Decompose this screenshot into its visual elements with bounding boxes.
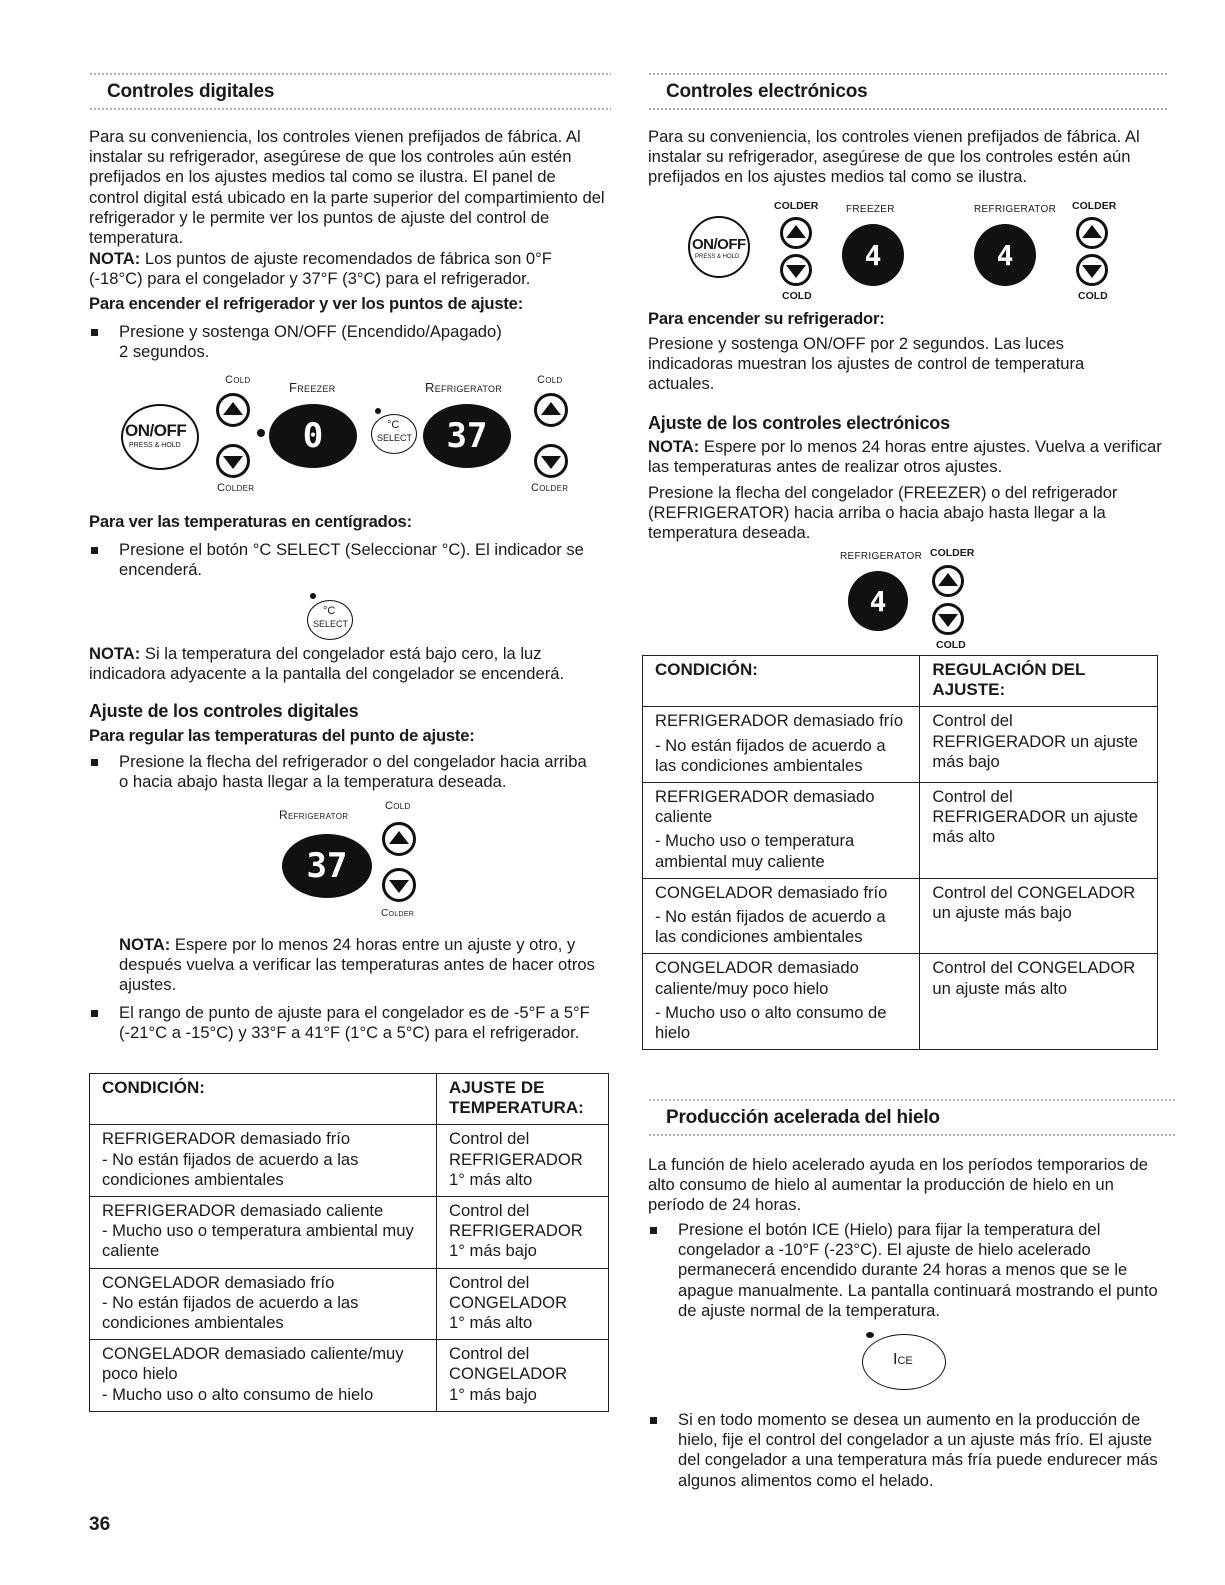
refrigerator-down-arrow-button[interactable] — [534, 444, 568, 478]
bullet-text: Si en todo momento se desea un aumento en la producción de hielo, fije el control del congelador a un ajuste más frío. El ajuste del congelador a una temperatura más fría puede endurecer más algunos alimentos como el helado. — [678, 1410, 1158, 1490]
nota-text: Espere por lo menos 24 horas entre un ajuste y otro, y después vuelva a verificar las temperaturas antes de hacer otros ajustes. — [119, 935, 595, 995]
dotted-rule — [648, 1098, 1176, 1103]
up-arrow-icon — [541, 402, 561, 415]
condition-cell — [90, 1197, 437, 1269]
condition-detail: - No están fijados de acuerdo a las condiciones ambientales — [102, 1149, 359, 1189]
condition-cell — [90, 1268, 437, 1340]
condition-title: CONGELADOR demasiado caliente/muy poco hielo — [102, 1344, 404, 1384]
dotted-rule — [648, 1133, 1176, 1138]
up-arrow-icon — [223, 402, 243, 415]
bullet-text: Presione el botón ICE (Hielo) para fijar la temperatura del congelador a -10°F (-23°C). El ajuste de hielo acelerado permanecerá encendido durante 24 horas a menos que se le apague manualmente. La pantalla continuará mostrando el punto de ajuste normal de la temperatura. — [678, 1220, 1158, 1320]
adjustment-line: Control del — [449, 1201, 530, 1221]
condition-detail: - No están fijados de acuerdo a las condiciones ambientales — [102, 1292, 359, 1333]
subheading: Para ver las temperaturas en centígrados: — [89, 512, 412, 531]
temperature-adjustment-table — [89, 1073, 609, 1412]
condition-title: CONGELADOR demasiado frío — [655, 882, 888, 902]
adjustment-line: 1° más alto — [449, 1313, 533, 1333]
refrigerator-control-panel — [279, 798, 429, 928]
table-row — [643, 954, 1158, 1050]
table-row — [643, 783, 1158, 879]
down-arrow-icon — [938, 614, 958, 627]
nota-label: NOTA: — [89, 644, 141, 663]
celsius-symbol: °C — [387, 419, 400, 431]
condition-title: REFRIGERADOR demasiado caliente — [655, 787, 875, 827]
refrigerator-up-arrow-button[interactable] — [382, 822, 416, 856]
adjustment-line: REFRIGERADOR — [449, 1221, 583, 1241]
condition-detail: - Mucho uso o alto consumo de hielo — [655, 1002, 887, 1043]
table-row — [643, 878, 1158, 954]
nota-text: Espere por lo menos 24 horas entre ajustes. Vuelva a verificar las temperaturas antes de realizar otros ajustes. — [648, 437, 1162, 477]
paragraph: Presione la flecha del congelador (FREEZER) o del refrigerador (REFRIGERATOR) hacia arriba o hacia abajo hasta llegar a la temperatura deseada. — [648, 483, 1118, 543]
bullet-icon — [91, 547, 98, 554]
ice-button[interactable] — [862, 1334, 946, 1390]
table-row — [90, 1268, 609, 1340]
colder-label: COLDER — [1072, 200, 1117, 212]
up-arrow-icon — [938, 573, 958, 586]
adjustment-cell — [437, 1268, 609, 1340]
nota-text: Los puntos de ajuste recomendados de fábrica son 0°F (-18°C) para el congelador y 37°F (3°C) para el refrigerador. — [89, 249, 552, 289]
refrigerator-up-arrow-button[interactable] — [932, 565, 964, 597]
section-subtitle: Ajuste de los controles electrónicos — [648, 413, 950, 433]
adjustment-header: AJUSTE DE TEMPERATURA: — [437, 1074, 609, 1125]
paragraph: Presione y sostenga ON/OFF por 2 segundos. Las luces indicadoras muestran los ajustes de control de temperatura actuales. — [648, 334, 1085, 394]
colder-label: Colder — [217, 482, 255, 494]
bullet-text: El rango de punto de ajuste para el congelador es de -5°F a 5°F (-21°C a -15°C) y 33°F a 41°F (1°C a 5°C) para el refrigerador. — [119, 1003, 590, 1043]
page-number: 36 — [89, 1514, 111, 1535]
condition-detail: - Mucho uso o temperatura ambiental muy caliente — [655, 831, 855, 871]
c-select-indicator-light — [310, 593, 316, 599]
ice-production-header — [648, 1098, 1176, 1138]
down-arrow-icon — [389, 880, 409, 893]
cold-label: Cold — [385, 800, 411, 812]
c-select-button[interactable] — [371, 414, 417, 454]
on-off-button[interactable] — [688, 216, 750, 278]
nota-paragraph — [89, 644, 609, 684]
regulation-cell: Control del CONGELADOR un ajuste más alto — [920, 954, 1158, 1050]
electronic-control-panel — [688, 194, 1158, 306]
refrigerator-label: REFRIGERATOR — [840, 551, 923, 562]
section-subtitle: Ajuste de los controles digitales — [89, 701, 359, 721]
dotted-rule — [89, 72, 611, 77]
section-title: Controles digitales — [107, 81, 275, 102]
up-arrow-icon — [389, 831, 409, 844]
bullet-icon — [650, 1417, 657, 1424]
nota-paragraph — [648, 437, 1164, 477]
celsius-symbol: °C — [323, 605, 336, 617]
adjustment-line: Control del — [449, 1129, 530, 1149]
select-label: SELECT — [377, 433, 413, 443]
nota-paragraph — [119, 935, 605, 996]
freezer-up-arrow-button[interactable] — [216, 393, 250, 427]
subheading: Para encender el refrigerador y ver los puntos de ajuste: — [89, 294, 524, 313]
ice-intro-paragraph: La función de hielo acelerado ayuda en los períodos temporarios de alto consumo de hielo al aumentar la producción de hielo en un período de 24 horas. — [648, 1155, 1148, 1215]
on-off-label: ON/OFF — [692, 236, 746, 253]
freezer-label: Freezer — [289, 380, 336, 395]
adjustment-line: 1° más bajo — [449, 1241, 537, 1261]
condition-title: REFRIGERADOR demasiado frío — [102, 1129, 351, 1149]
condition-title: REFRIGERADOR demasiado caliente — [102, 1201, 384, 1221]
c-select-indicator-light — [375, 408, 381, 414]
colder-label: Colder — [531, 482, 569, 494]
subheading: Para regular las temperaturas del punto de ajuste: — [89, 726, 475, 745]
ice-label: Ice — [893, 1351, 913, 1368]
adjustment-line: Control del — [449, 1272, 530, 1292]
bullet-icon — [91, 759, 98, 766]
condition-cell — [90, 1125, 437, 1197]
c-select-button[interactable] — [307, 600, 353, 640]
down-arrow-icon — [1082, 265, 1102, 278]
cold-label: COLD — [1078, 290, 1108, 302]
dotted-rule — [648, 72, 1168, 77]
bullet-icon — [650, 1227, 657, 1234]
condition-header: CONDICIÓN: — [643, 656, 920, 707]
digital-control-panel — [89, 370, 609, 500]
cold-label: Cold — [225, 374, 251, 386]
freezer-down-arrow-button[interactable] — [780, 254, 812, 286]
refrigerator-label: Refrigerator — [425, 380, 503, 395]
regulation-cell: Control del REFRIGERADOR un ajuste más bajo — [920, 707, 1158, 783]
on-off-label: ON/OFF — [125, 421, 187, 440]
select-label: SELECT — [313, 619, 349, 629]
refrigerator-label: REFRIGERATOR — [974, 204, 1057, 215]
dotted-rule — [648, 107, 1168, 112]
cold-label: Cold — [537, 374, 563, 386]
condition-title: CONGELADOR demasiado caliente/muy poco hielo — [655, 958, 859, 998]
section-title: Controles electrónicos — [666, 81, 868, 102]
refrigerator-display: 37 — [282, 834, 372, 898]
refrigerator-up-arrow-button[interactable] — [534, 393, 568, 427]
intro-paragraph: Para su conveniencia, los controles vienen prefijados de fábrica. Al instalar su refrigerador, asegúrese de que los controles aún estén prefijados en los ajustes medios tal como se ilustra. El panel de control digital está ubicado en la parte superior del compartimiento del refrigerador y le permite ver los puntos de ajuste del control de temperatura. — [89, 127, 605, 248]
press-hold-label: PRESS & HOLD — [129, 442, 181, 449]
condition-detail: - Mucho uso o alto consumo de hielo — [102, 1384, 374, 1404]
table-header-row — [90, 1074, 609, 1125]
bullet-text: Presione y sostenga ON/OFF (Encendido/Apagado) 2 segundos. — [119, 322, 502, 362]
freezer-display: 0 — [269, 404, 357, 468]
table-row — [643, 707, 1158, 783]
adjustment-line: CONGELADOR — [449, 1364, 568, 1384]
condition-cell — [643, 783, 920, 879]
down-arrow-icon — [223, 456, 243, 469]
cold-label: COLD — [936, 639, 966, 651]
ice-button-illustration — [852, 1328, 956, 1396]
freezer-label: FREEZER — [846, 204, 895, 215]
table-header-row — [643, 656, 1158, 707]
regulation-cell: Control del CONGELADOR un ajuste más bajo — [920, 878, 1158, 954]
press-hold-label: PRESS & HOLD — [695, 254, 740, 260]
freezer-display: 4 — [842, 224, 904, 286]
subheading: Para encender su refrigerador: — [648, 309, 885, 328]
refrigerator-down-arrow-button[interactable] — [1076, 254, 1108, 286]
refrigerator-display: 4 — [848, 571, 908, 631]
up-arrow-icon — [786, 225, 806, 238]
colder-label: COLDER — [774, 200, 819, 212]
table-row — [90, 1197, 609, 1269]
condition-title: CONGELADOR demasiado frío — [102, 1272, 335, 1292]
adjustment-line: 1° más bajo — [449, 1384, 537, 1404]
adjustment-cell — [437, 1197, 609, 1269]
dotted-rule — [89, 107, 611, 112]
bullet-icon — [91, 329, 98, 336]
down-arrow-icon — [786, 265, 806, 278]
bullet-icon — [91, 1010, 98, 1017]
nota-label: NOTA: — [89, 249, 141, 268]
condition-cell — [643, 707, 920, 783]
bullet-text: Presione el botón °C SELECT (Seleccionar °C). El indicador se encenderá. — [119, 540, 584, 580]
refrigerator-up-arrow-button[interactable] — [1076, 217, 1108, 249]
freezer-up-arrow-button[interactable] — [780, 217, 812, 249]
freezer-down-arrow-button[interactable] — [216, 444, 250, 478]
condition-cell — [90, 1340, 437, 1412]
condition-title: REFRIGERADOR demasiado frío — [655, 711, 904, 731]
condition-cell — [643, 954, 920, 1050]
condition-cell — [643, 878, 920, 954]
regulation-cell: Control del REFRIGERADOR un ajuste más alto — [920, 783, 1158, 879]
refrigerator-display: 4 — [974, 224, 1036, 286]
adjustment-cell — [437, 1125, 609, 1197]
electronic-controls-header — [648, 72, 1168, 112]
freezer-indicator-light — [257, 429, 265, 437]
refrigerator-down-arrow-button[interactable] — [932, 603, 964, 635]
adjustment-line: CONGELADOR — [449, 1292, 568, 1312]
regulation-header: REGULACIÓN DEL AJUSTE: — [920, 656, 1158, 707]
table-row — [90, 1125, 609, 1197]
ice-indicator-light — [866, 1332, 874, 1338]
colder-label: Colder — [381, 908, 415, 919]
bullet-text: Presione la flecha del refrigerador o del congelador hacia arriba o hacia abajo hasta llegar a la temperatura deseada. — [119, 752, 587, 792]
condition-detail: - No están fijados de acuerdo a las condiciones ambientales — [655, 735, 886, 775]
refrigerator-display: 37 — [423, 404, 511, 468]
adjustment-line: 1° más alto — [449, 1169, 533, 1189]
condition-header: CONDICIÓN: — [90, 1074, 437, 1125]
nota-text: Si la temperatura del congelador está bajo cero, la luz indicadora adyacente a la pantalla del congelador se encenderá. — [89, 644, 565, 684]
adjustment-regulation-table — [642, 655, 1158, 1050]
refrigerator-down-arrow-button[interactable] — [382, 868, 416, 902]
digital-controls-header — [89, 72, 611, 112]
nota-paragraph — [89, 249, 599, 289]
colder-label: COLDER — [930, 547, 975, 559]
on-off-button[interactable] — [121, 404, 199, 470]
condition-detail: - No están fijados de acuerdo a las condiciones ambientales — [655, 907, 886, 947]
up-arrow-icon — [1082, 225, 1102, 238]
section-title: Producción acelerada del hielo — [666, 1107, 940, 1128]
intro-paragraph: Para su conveniencia, los controles vienen prefijados de fábrica. Al instalar su refrigerador, asegúrese de que los controles estén aún prefijados en los ajustes medios tal como se ilustra. — [648, 127, 1140, 187]
cold-label: COLD — [782, 290, 812, 302]
adjustment-line: REFRIGERADOR — [449, 1149, 583, 1169]
adjustment-cell — [437, 1340, 609, 1412]
nota-label: NOTA: — [119, 935, 171, 954]
refrigerator-label: Refrigerator — [279, 808, 349, 822]
nota-label: NOTA: — [648, 437, 700, 456]
condition-detail: - Mucho uso o temperatura ambiental muy caliente — [102, 1221, 414, 1261]
down-arrow-icon — [541, 456, 561, 469]
refrigerator-control-panel — [840, 545, 1000, 653]
table-row — [90, 1340, 609, 1412]
adjustment-line: Control del — [449, 1344, 530, 1364]
